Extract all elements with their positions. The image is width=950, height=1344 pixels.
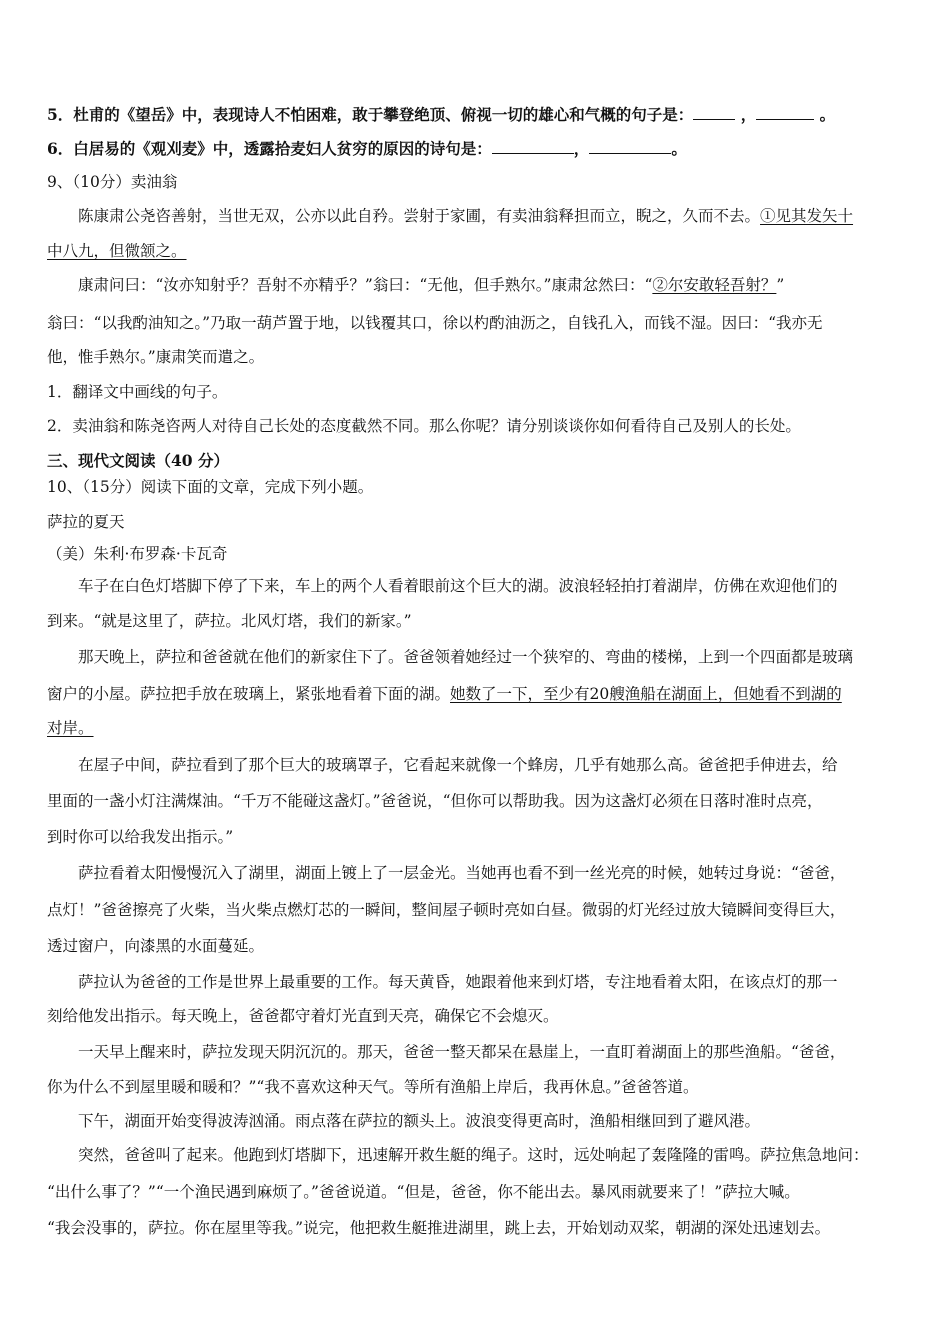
article-underlined-sentence-end: 对岸。	[47, 719, 94, 737]
article-line: 到来。“就是这里了，萨拉。北风灯塔，我们的新家。”	[47, 612, 412, 630]
question-10-header: 10、（15分）阅读下面的文章，完成下列小题。	[47, 478, 374, 496]
q9-p2-text-a: 康肃问曰：“汝亦知射乎？吾射不亦精乎？”翁曰：“无他，但手熟尔。”康肃忿然曰：“	[78, 276, 653, 294]
article-line: 车子在白色灯塔脚下停了下来，车上的两个人看着眼前这个巨大的湖。波浪轻轻拍打着湖岸，仿佛在欢迎他们的	[78, 577, 838, 595]
article-author: （美）朱利·布罗森·卡瓦奇	[47, 545, 228, 563]
question-5-end: 。	[819, 105, 836, 124]
article-line-text: 窗户的小屋。萨拉把手放在玻璃上，紧张地看着下面的湖。	[47, 685, 451, 703]
q9-paragraph-1-line-2	[47, 239, 187, 261]
q9-subquestion-1: 1．翻译文中画线的句子。	[47, 383, 228, 401]
q9-subquestion-2: 2．卖油翁和陈尧咨两人对待自己长处的态度截然不同。那么你呢？请分别谈谈你如何看待自己及别人的长处。	[47, 417, 801, 435]
article-line: “我会没事的，萨拉。你在屋里等我。”说完，他把救生艇推进湖里，跳上去，开始划动双桨，朝湖的深处迅速划去。	[47, 1219, 831, 1237]
article-line: 萨拉认为爸爸的工作是世界上最重要的工作。每天黄昏，她跟着他来到灯塔，专注地看着太阳，在该点灯的那一	[78, 973, 838, 991]
q9-paragraph-2-line-1	[78, 273, 784, 295]
answer-blank-6b[interactable]	[589, 139, 671, 154]
article-line	[47, 716, 94, 738]
answer-blank-5a[interactable]	[693, 105, 735, 120]
question-5-text: 5．杜甫的《望岳》中，表现诗人不怕困难，敢于攀登绝顶、俯视一切的雄心和气概的句子是：	[47, 105, 694, 124]
question-6	[47, 137, 687, 159]
article-line: 透过窗户，向漆黑的水面蔓延。	[47, 937, 265, 955]
article-line: 下午，湖面开始变得波涛汹涌。雨点落在萨拉的额头上。波浪变得更高时，渔船相继回到了避风港。	[78, 1112, 761, 1130]
article-line: 到时你可以给我发出指示。”	[47, 828, 234, 846]
article-line: 那天晚上，萨拉和爸爸就在他们的新家住下了。爸爸领着她经过一个狭窄的、弯曲的楼梯，上到一个四面都是玻璃	[78, 648, 854, 666]
answer-blank-5b[interactable]	[756, 105, 814, 120]
q9-paragraph-1-line-1	[78, 204, 853, 226]
article-line: 刻给他发出指示。每天晚上，爸爸都守着灯光直到天亮，确保它不会熄灭。	[47, 1007, 559, 1025]
q9-p2-text-b: ”	[776, 276, 785, 294]
question-6-sep: ，	[573, 139, 590, 158]
q9-paragraph-2-line-3: 他，惟手熟尔。”康肃笑而遣之。	[47, 348, 265, 366]
question-5	[47, 103, 835, 125]
article-line: 萨拉看着太阳慢慢沉入了湖里，湖面上镀上了一层金光。当她再也看不到一丝光亮的时候，她转过身说：“爸爸，	[78, 864, 846, 882]
q9-underlined-sentence-1a: ①见其发矢十	[760, 207, 854, 225]
article-underlined-sentence: 她数了一下，至少有20艘渔船在湖面上，但她看不到湖的	[450, 685, 842, 703]
question-9-header: 9、（10分）卖油翁	[47, 173, 178, 191]
article-line: “出什么事了？”“一个渔民遇到麻烦了。”爸爸说道。“但是，爸爸，你不能出去。暴风雨就要来了！”萨拉大喊。	[47, 1183, 800, 1201]
article-line: 一天早上醒来时，萨拉发现天阴沉沉的。那天，爸爸一整天都呆在悬崖上，一直盯着湖面上的那些渔船。“爸爸，	[78, 1043, 846, 1061]
answer-blank-6a[interactable]	[492, 139, 574, 154]
q9-underlined-sentence-2: ②尔安敢轻吾射？	[652, 276, 777, 294]
q9-paragraph-2-line-2: 翁曰：“以我酌油知之。”乃取一葫芦置于地，以钱覆其口，徐以杓酌油沥之，自钱孔入，而钱不湿。因曰：“我亦无	[47, 314, 823, 332]
question-6-text: 6．白居易的《观刈麦》中，透露拾麦妇人贫穷的原因的诗句是：	[47, 139, 492, 158]
article-line: 里面的一盏小灯注满煤油。“千万不能碰这盏灯。”爸爸说，“但你可以帮助我。因为这盏灯必须在日落时准时点亮，	[47, 792, 823, 810]
q9-underlined-sentence-1b: 中八九，但微颔之。	[47, 242, 187, 260]
article-line: 点灯！”爸爸擦亮了火柴，当火柴点燃灯芯的一瞬间，整间屋子顿时亮如白昼。微弱的灯光经过放大镜瞬间变得巨大，	[47, 901, 846, 919]
q9-p1-text: 陈康肃公尧咨善射，当世无双，公亦以此自矜。尝射于家圃，有卖油翁释担而立，睨之，久而不去。	[78, 207, 761, 225]
section-3-title: 三、现代文阅读（40 分）	[47, 451, 229, 470]
article-line: 在屋子中间，萨拉看到了那个巨大的玻璃罩子，它看起来就像一个蜂房，几乎有她那么高。爸爸把手伸进去，给	[78, 756, 838, 774]
question-6-end: 。	[671, 139, 687, 158]
article-line: 突然，爸爸叫了起来。他跑到灯塔脚下，迅速解开救生艇的绳子。这时，远处响起了轰隆隆的雷鸣。萨拉焦急地问：	[78, 1146, 869, 1164]
article-title: 萨拉的夏天	[47, 513, 125, 531]
article-line: 你为什么不到屋里暖和暖和？”“我不喜欢这种天气。等所有渔船上岸后，我再休息。”爸爸答道。	[47, 1078, 699, 1096]
article-line	[47, 682, 842, 704]
question-5-sep: ，	[740, 105, 757, 124]
